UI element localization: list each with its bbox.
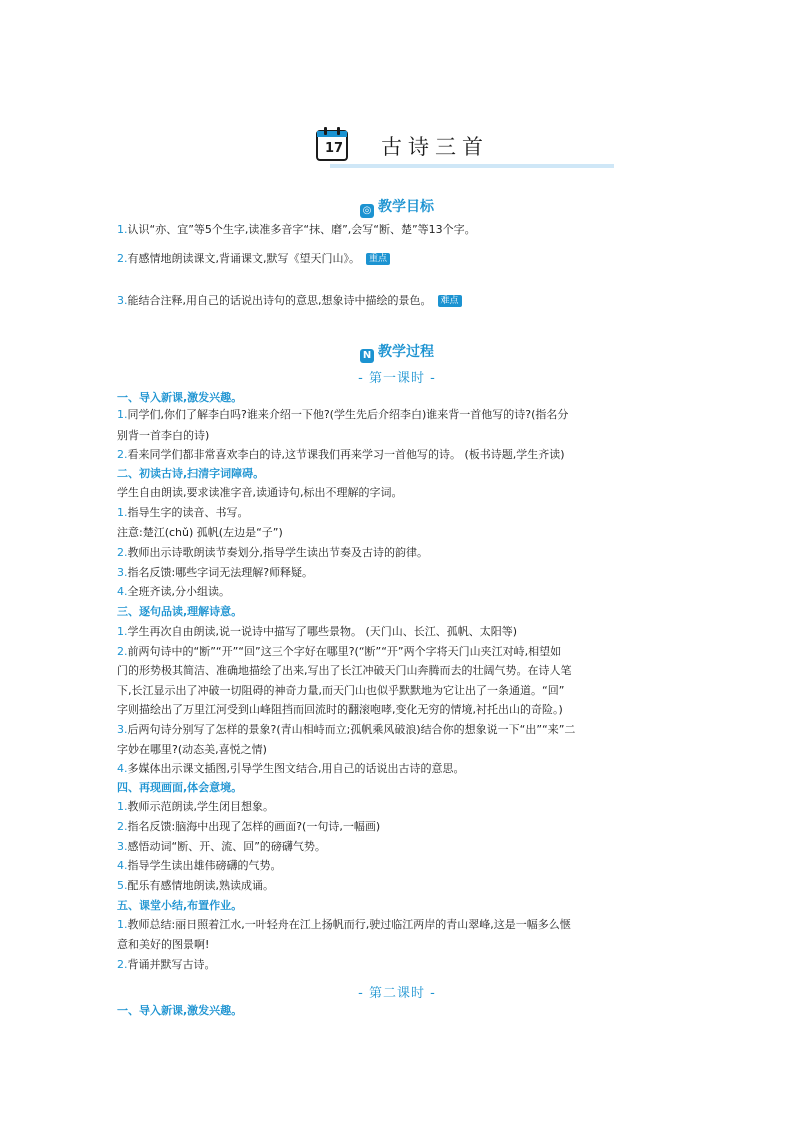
item-number: 3. [117,723,128,736]
section-subheading: 一、导入新课,激发兴趣。 [117,1004,243,1017]
title-underline [330,164,614,168]
body-line [117,486,687,500]
item-number: 1. [117,625,128,638]
line-text: 指名反馈:脑海中出现了怎样的画面?(一句诗,一幅画) [127,820,381,833]
body-line [117,429,687,443]
line-text: 前两句诗中的“断”“开”“回”这三个字好在哪里?(“断”“开”两个字将天门山夹江对峙,相望如 [127,645,562,658]
item-number: 2. [117,820,128,833]
body-line [117,684,687,698]
line-text: 背诵并默写古诗。 [127,958,216,971]
body-line [117,546,687,560]
item-number: 4. [117,585,128,598]
body-line [117,879,687,893]
item-number: 3. [117,566,128,579]
body-line [117,958,687,972]
body-line [117,625,687,639]
line-text: 全班齐读,分小组读。 [127,585,230,598]
line-text: 同学们,你们了解李白吗?谁来介绍一下他?(学生先后介绍李白)谁来背一首他写的诗?(指名分 [127,408,569,421]
line-text: 看来同学们都非常喜欢李白的诗,这节课我们再来学习一首他写的诗。 (板书诗题,学生齐读) [127,448,565,461]
line-text: 意和美好的图景啊! [117,938,210,951]
body-line [117,566,687,580]
lesson-number: 17 [324,141,344,156]
item-number: 3. [117,840,128,853]
body-line [117,800,687,814]
body-line [117,743,687,757]
line-text: 多媒体出示课文插图,引导学生图文结合,用自己的话说出古诗的意思。 [127,762,465,775]
line-text: 学生再次自由朗读,说一说诗中描写了哪些景物。 (天门山、长江、孤帆、太阳等) [127,625,518,638]
body-line [117,723,687,737]
line-text: 下,长江显示出了冲破一切阻碍的神奇力量,而天门山也似乎默默地为它让出了一条通道。“回” [117,684,565,697]
process-heading [0,341,794,363]
body-line [117,664,687,678]
section-subheading: 二、初读古诗,扫清字词障碍。 [117,467,265,480]
body-line [117,938,687,952]
line-text: 感悟动词“断、开、流、回”的磅礴气势。 [127,840,326,853]
line-text: 学生自由朗读,要求读准字音,读通诗句,标出不理解的字词。 [117,486,403,499]
body-line [117,703,687,717]
goal-item: 2.有感情地朗读课文,背诵课文,默写《望天门山》。 重点 [117,252,687,266]
body-line [117,408,687,422]
line-text: 指导学生读出雄伟磅礴的气势。 [127,859,282,872]
body-line [117,762,687,776]
line-text: 配乐有感情地朗读,熟读成诵。 [127,879,274,892]
key-point-badge: 重点 [366,253,390,265]
difficulty-badge: 难点 [438,295,462,307]
line-text: 别背一首李白的诗) [117,429,210,442]
line-text: 教师示范朗读,学生闭目想象。 [127,800,274,813]
line-text: 指名反馈:哪些字词无法理解?师释疑。 [127,566,314,579]
line-text: 教师总结:丽日照着江水,一叶轻舟在江上扬帆而行,驶过临江两岸的青山翠峰,这是一幅多么惬 [127,918,571,931]
process-heading-text: 教学过程 [378,344,434,360]
line-text: 后两句诗分别写了怎样的景象?(青山相峙而立;孤帆乘风破浪)结合你的想象说一下“出”“来”二 [127,723,576,736]
body-line [117,585,687,599]
lesson2-label: - 第二课时 - [358,986,436,1001]
line-text: 注意:楚江(chǔ) 孤帆(左边是“子”) [117,526,283,539]
item-number: 4. [117,859,128,872]
body-line [117,645,687,659]
section-subheading: 三、逐句品读,理解诗意。 [117,605,243,618]
body-line [117,918,687,932]
item-number: 2. [117,448,128,461]
section-subheading: 四、再现画面,体会意境。 [117,781,243,794]
body-line [117,526,687,540]
line-text: 门的形势极其简洁、准确地描绘了出来,写出了长江冲破天门山奔腾而去的壮阔气势。在诗人笔 [117,664,572,677]
goals-heading [0,196,794,218]
goal-item: 3.能结合注释,用自己的话说出诗句的意思,想象诗中描绘的景色。 难点 [117,294,687,308]
line-text: 字妙在哪里?(动态美,喜悦之情) [117,743,267,756]
lesson1-label: - 第一课时 - [358,371,436,386]
body-line [117,448,687,462]
body-line [117,506,687,520]
item-number: 1. [117,800,128,813]
body-line [117,859,687,873]
line-text: 字则描绘出了万里江河受到山峰阻挡而回流时的翻滚咆哮,变化无穷的情境,衬托出山的奇险。) [117,703,563,716]
item-number: 5. [117,879,128,892]
section-subheading: 五、课堂小结,布置作业。 [117,899,243,912]
page-title: 古诗三首 [381,135,489,159]
section-subheading: 一、导入新课,激发兴趣。 [117,391,243,404]
item-number: 1. [117,506,128,519]
item-number: 2. [117,645,128,658]
item-number: 2. [117,546,128,559]
item-number: 4. [117,762,128,775]
goals-heading-text: 教学目标 [378,199,434,215]
item-number: 1. [117,408,128,421]
body-line [117,820,687,834]
goal-item: 1.认识“亦、宜”等5个生字,读准多音字“抹、磨”,会写“断、楚”等13个字。 [117,223,476,236]
item-number: 2. [117,958,128,971]
item-number: 1. [117,918,128,931]
body-line [117,840,687,854]
process-icon: N [360,349,374,363]
line-text: 教师出示诗歌朗读节奏划分,指导学生读出节奏及古诗的韵律。 [127,546,428,559]
line-text: 指导生字的读音、书写。 [127,506,249,519]
target-icon: ◎ [360,204,374,218]
